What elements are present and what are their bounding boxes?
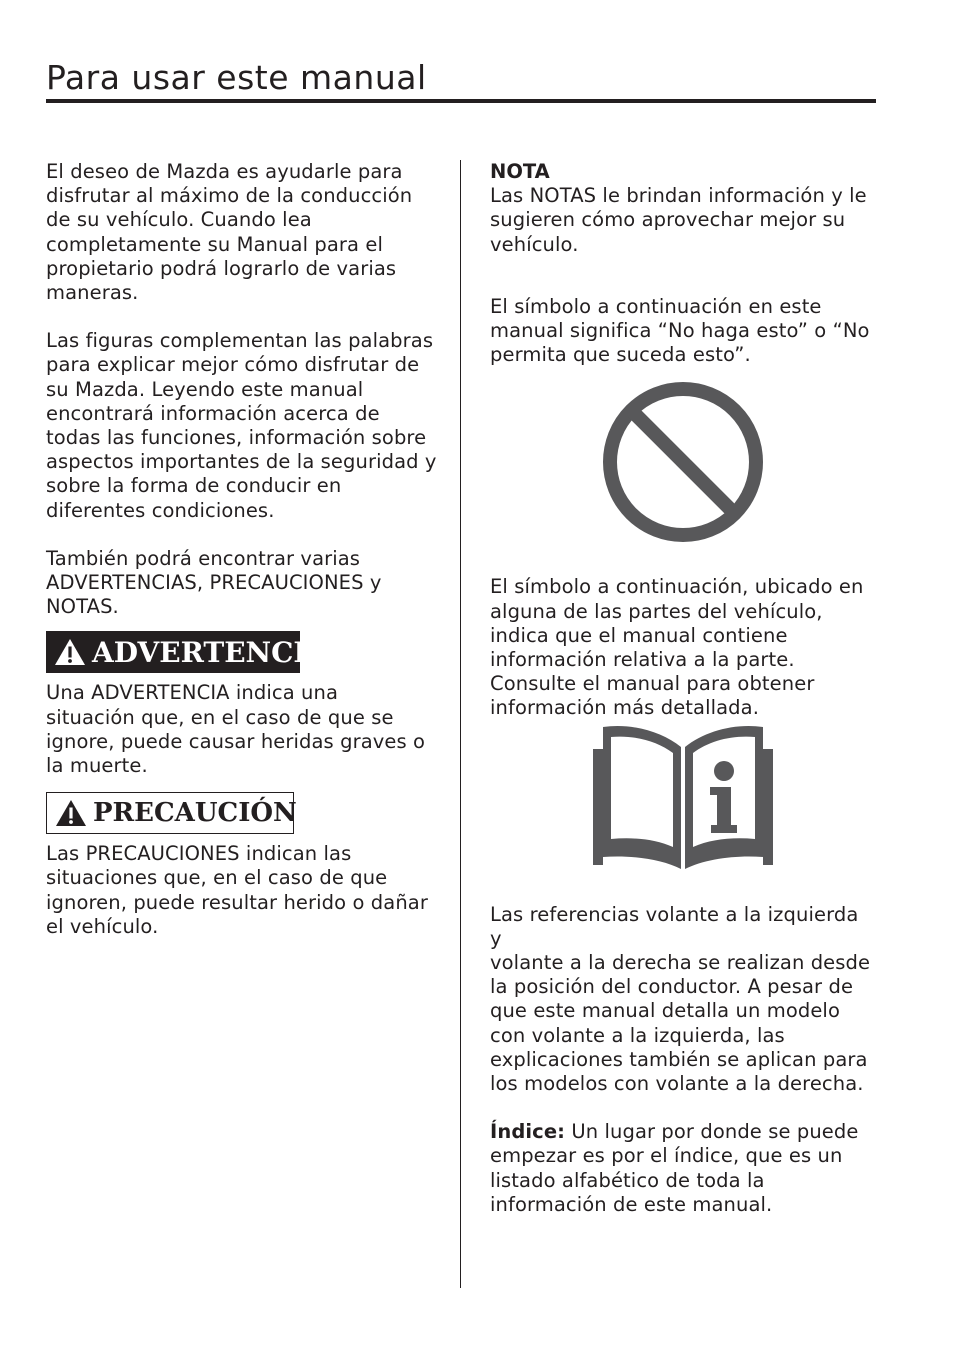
index-label: Índice: <box>490 1120 566 1144</box>
right-column <box>490 160 875 1241</box>
warning-paragraph: Una ADVERTENCIA indica una situación que, en el caso de que se ignore, puede causar heridas graves o la muerte. <box>46 681 426 778</box>
prohibition-symbol-icon <box>600 379 766 545</box>
intro-paragraph: El deseo de Mazda es ayudarle para disfrutar al máximo de la conducción de su vehículo. Cuando lea completamente su Manual para el propietario podrá lograrlo de varias maneras. <box>46 160 413 305</box>
note-heading: NOTA <box>490 160 550 183</box>
caution-triangle-icon <box>55 799 87 827</box>
page-title: Para usar este manual <box>46 58 427 97</box>
column-divider <box>460 160 461 1288</box>
left-column <box>46 160 441 963</box>
figures-paragraph: Las figuras complementan las palabras para explicar mejor cómo disfrutar de su Mazda. Leyendo este manual encontrará información acerca de todas las funciones, información sobre aspectos importantes de la seguridad y sobre la forma de conducir en diferentes condiciones. <box>46 329 437 522</box>
caution-label: PRECAUCIÓN <box>46 792 294 834</box>
prohibit-symbol-wrap <box>490 379 875 545</box>
title-underline <box>46 99 876 103</box>
note-paragraph: Las NOTAS le brindan información y le sugieren cómo aprovechar mejor su vehículo. <box>490 184 867 256</box>
labels-intro-paragraph: También podrá encontrar varias ADVERTENCIAS, PRECAUCIONES y NOTAS. <box>46 546 382 619</box>
warning-triangle-icon <box>54 638 86 666</box>
index-paragraph: Índice: Un lugar por donde se puede empezar es por el índice, que es un listado alfabético de toda la información de este manual. <box>490 1120 859 1216</box>
steering-paragraph: Las referencias volante a la izquierda y volante a la derecha se realizan desde la posición del conductor. A pesar de que este manual detalla un modelo con volante a la izquierda, las explicaciones también se aplican para los modelos con volante a la derecha. <box>490 902 871 1096</box>
prohibit-paragraph: El símbolo a continuación en este manual significa “No haga esto” o “No permita que suceda esto”. <box>490 294 870 367</box>
manual-symbol-wrap <box>490 723 875 869</box>
warning-label: ADVERTENCIA <box>46 631 300 673</box>
owners-manual-info-icon <box>591 723 775 869</box>
caution-paragraph: Las PRECAUCIONES indican las situaciones que, en el caso de que ignoren, puede resultar herido o dañar el vehículo. <box>46 842 428 938</box>
manual-symbol-paragraph: El símbolo a continuación, ubicado en alguna de las partes del vehículo, indica que el manual contiene información relativa a la parte. Consulte el manual para obtener información más detallada. <box>490 575 864 720</box>
